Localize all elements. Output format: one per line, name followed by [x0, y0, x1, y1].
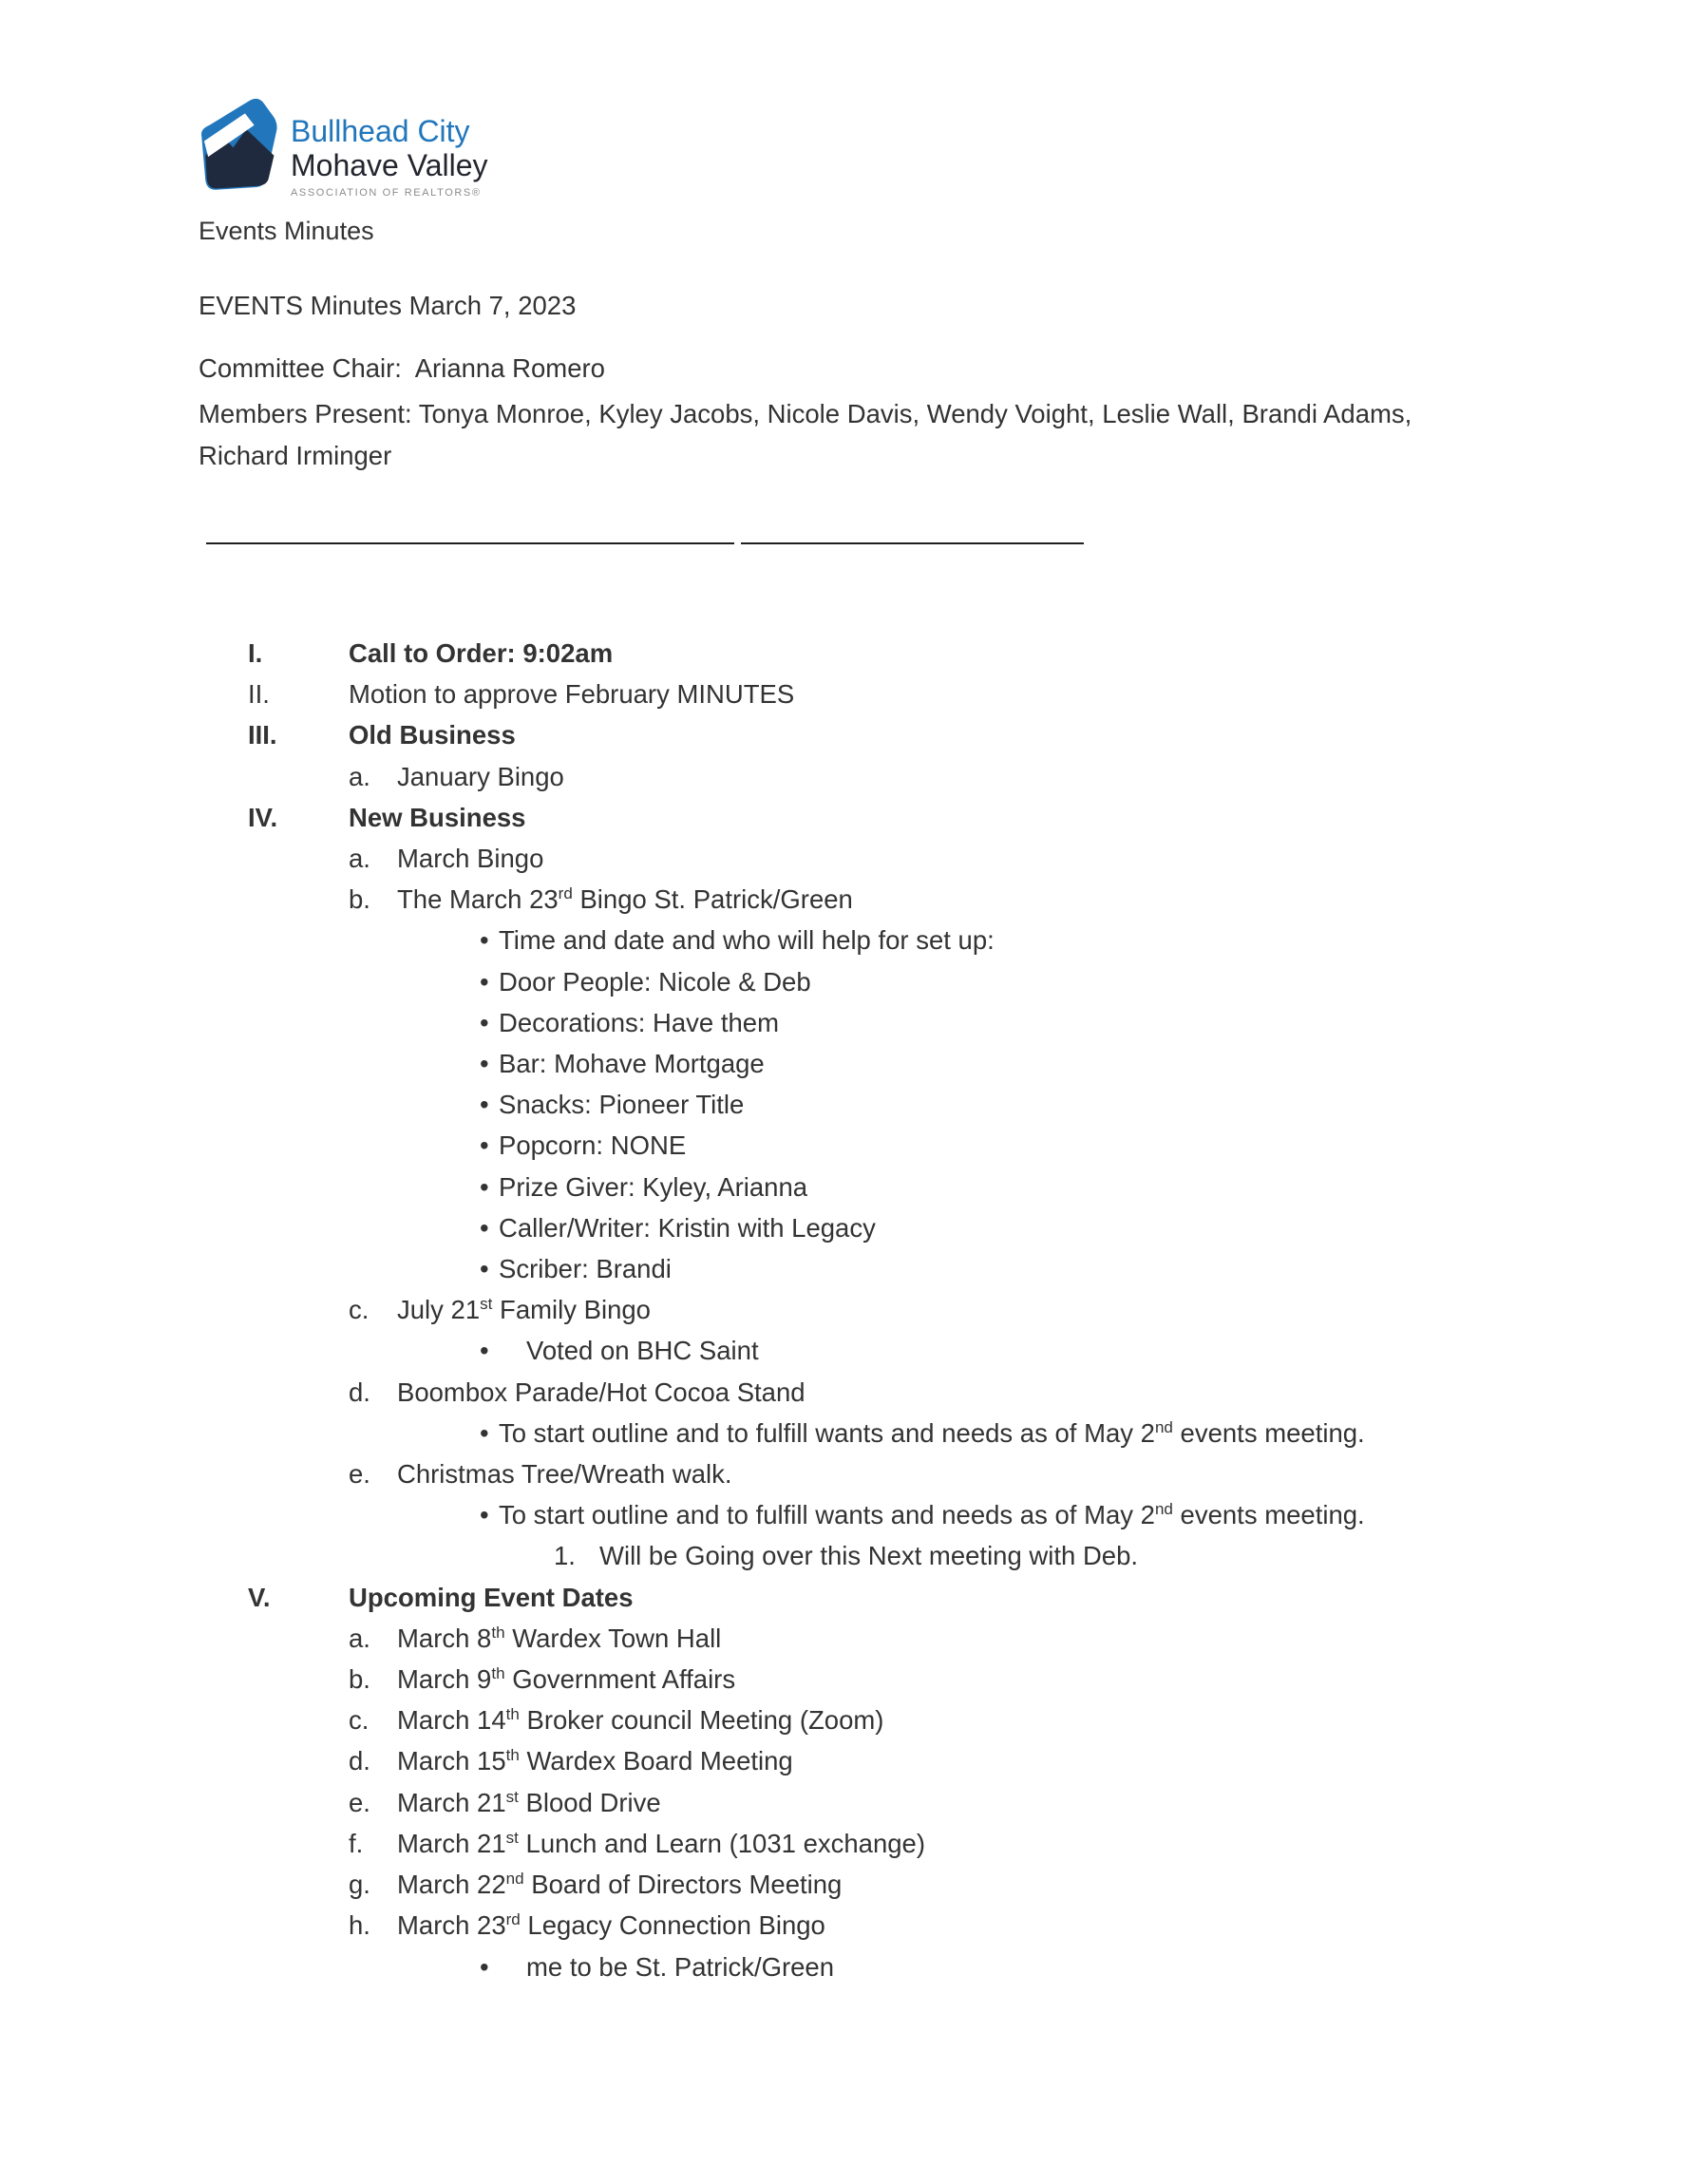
outline-text: To start outline and to fulfill wants and needs as of May 2nd events meeting.: [499, 1417, 1365, 1448]
list-marker: d.: [349, 1746, 370, 1776]
outline-item: [0, 1167, 1687, 1207]
bullet-marker: •: [480, 925, 489, 956]
outline-item: [0, 1659, 1687, 1700]
outline-text: Caller/Writer: Kristin with Legacy: [499, 1212, 876, 1243]
outline-item: [0, 1577, 1687, 1618]
outline-text: March Bingo: [397, 844, 544, 874]
ordinal-superscript: rd: [505, 1910, 521, 1929]
outline-item: [0, 1248, 1687, 1289]
outline-text: Voted on BHC Saint: [526, 1336, 759, 1366]
members-line-2: Richard Irminger: [199, 441, 392, 470]
outline-text: Scriber: Brandi: [499, 1254, 672, 1284]
outline-item: [0, 756, 1687, 797]
outline-text: Boombox Parade/Hot Cocoa Stand: [397, 1377, 806, 1407]
outline-text: me to be St. Patrick/Green: [526, 1951, 835, 1982]
outline-text: Call to Order: 9:02am: [349, 638, 614, 668]
list-marker: a.: [349, 844, 370, 874]
outline-text: March 21st Lunch and Learn (1031 exchange): [397, 1828, 925, 1858]
list-marker: f.: [349, 1828, 364, 1858]
outline-text: Door People: Nicole & Deb: [499, 966, 811, 997]
list-marker: d.: [349, 1377, 370, 1407]
list-marker: b.: [349, 1664, 370, 1695]
outline-text: Motion to approve February MINUTES: [349, 679, 795, 710]
ordinal-superscript: st: [505, 1828, 519, 1847]
logo-tagline: ASSOCIATION OF REALTORS®: [291, 187, 482, 199]
list-marker: b.: [349, 884, 370, 915]
outline-item: [0, 1453, 1687, 1494]
outline-item: [0, 1535, 1687, 1576]
document-title: EVENTS Minutes March 7, 2023: [199, 291, 577, 320]
outline-list: [0, 633, 1687, 1987]
bullet-marker: •: [480, 1254, 489, 1284]
list-marker: 1.: [554, 1541, 576, 1571]
outline-text: Old Business: [349, 720, 516, 750]
list-marker: c.: [349, 1705, 370, 1736]
outline-text: New Business: [349, 802, 526, 832]
outline-text: March 15th Wardex Board Meeting: [397, 1746, 793, 1776]
outline-text: March 9th Government Affairs: [397, 1663, 736, 1695]
outline-text: March 23rd Legacy Connection Bingo: [397, 1910, 825, 1941]
list-marker: c.: [349, 1295, 370, 1325]
outline-item: [0, 1700, 1687, 1740]
horizontal-divider: [206, 542, 1084, 544]
outline-text: Bar: Mohave Mortgage: [499, 1049, 765, 1079]
outline-text: To start outline and to fulfill wants and needs as of May 2nd events meeting.: [499, 1500, 1365, 1530]
outline-item: [0, 1413, 1687, 1453]
outline-text: Decorations: Have them: [499, 1007, 779, 1037]
outline-text: January Bingo: [397, 761, 564, 791]
outline-text: March 14th Broker council Meeting (Zoom): [397, 1705, 884, 1736]
divider-segment: [206, 542, 734, 544]
bullet-marker: •: [480, 1212, 489, 1243]
outline-item: [0, 1823, 1687, 1864]
ordinal-superscript: th: [491, 1663, 505, 1682]
bullet-marker: •: [480, 1500, 489, 1530]
outline-item: [0, 1207, 1687, 1248]
logo-house-mountain-icon: [198, 95, 279, 202]
outline-item: [0, 1740, 1687, 1781]
ordinal-superscript: th: [491, 1623, 505, 1642]
outline-text: Time and date and who will help for set up:: [499, 925, 995, 956]
members-line-1: Members Present: Tonya Monroe, Kyley Jacobs, Nicole Davis, Wendy Voight, Leslie Wall, Brandi Adams,: [199, 399, 1412, 428]
logo-wordmark: [291, 95, 488, 199]
outline-item: [0, 714, 1687, 755]
outline-item: [0, 674, 1687, 714]
list-marker: e.: [349, 1459, 370, 1490]
outline-item: [0, 1905, 1687, 1946]
outline-text: Snacks: Pioneer Title: [499, 1090, 745, 1120]
list-marker: g.: [349, 1870, 370, 1900]
list-marker: IV.: [248, 802, 278, 832]
logo-name-line1: Bullhead City: [291, 114, 470, 148]
outline-item: [0, 1782, 1687, 1823]
outline-item: [0, 920, 1687, 960]
association-logo: [198, 95, 488, 202]
list-marker: II.: [248, 679, 270, 710]
outline-item: [0, 1084, 1687, 1125]
outline-item: [0, 879, 1687, 920]
outline-text: March 21st Blood Drive: [397, 1787, 661, 1817]
outline-text: March 8th Wardex Town Hall: [397, 1623, 722, 1653]
bullet-marker: •: [480, 1417, 489, 1448]
outline-item: [0, 961, 1687, 1002]
ordinal-superscript: rd: [558, 884, 573, 903]
outline-text: Will be Going over this Next meeting with Deb.: [599, 1541, 1139, 1571]
outline-item: [0, 1330, 1687, 1371]
outline-item: [0, 1947, 1687, 1987]
list-marker: I.: [248, 638, 263, 668]
outline-text: The March 23rd Bingo St. Patrick/Green: [397, 884, 853, 915]
list-marker: V.: [248, 1582, 271, 1612]
committee-chair-line: Committee Chair: Arianna Romero: [199, 353, 605, 383]
ordinal-superscript: nd: [505, 1869, 524, 1888]
list-marker: a.: [349, 1623, 370, 1653]
bullet-marker: •: [480, 1171, 489, 1202]
ordinal-superscript: nd: [1154, 1417, 1173, 1436]
list-marker: e.: [349, 1787, 370, 1817]
logo-name-line2: Mohave Valley: [291, 148, 488, 182]
bullet-marker: •: [480, 1090, 489, 1120]
outline-text: Prize Giver: Kyley, Arianna: [499, 1171, 808, 1202]
outline-item: [0, 633, 1687, 674]
ordinal-superscript: th: [505, 1705, 520, 1724]
outline-item: [0, 1618, 1687, 1659]
outline-item: [0, 1043, 1687, 1084]
bullet-marker: •: [480, 966, 489, 997]
outline-item: [0, 1125, 1687, 1166]
outline-text: July 21st Family Bingo: [397, 1295, 651, 1325]
outline-text: Christmas Tree/Wreath walk.: [397, 1459, 732, 1490]
bullet-marker: •: [480, 1130, 489, 1161]
list-marker: h.: [349, 1910, 370, 1941]
outline-text: Upcoming Event Dates: [349, 1582, 634, 1612]
outline-item: [0, 1864, 1687, 1905]
divider-segment: [741, 542, 1084, 544]
ordinal-superscript: th: [505, 1746, 520, 1765]
outline-text: Popcorn: NONE: [499, 1130, 687, 1161]
bullet-marker: •: [480, 1007, 489, 1037]
outline-item: [0, 1002, 1687, 1043]
outline-item: [0, 838, 1687, 879]
ordinal-superscript: st: [505, 1787, 519, 1806]
bullet-marker: •: [480, 1951, 489, 1982]
bullet-marker: •: [480, 1336, 489, 1366]
outline-item: [0, 1494, 1687, 1535]
outline-text: March 22nd Board of Directors Meeting: [397, 1869, 843, 1900]
members-present-paragraph: [199, 393, 1412, 477]
list-marker: III.: [248, 720, 277, 750]
outline-item: [0, 1372, 1687, 1413]
outline-item: [0, 1289, 1687, 1330]
bullet-marker: •: [480, 1049, 489, 1079]
ordinal-superscript: nd: [1154, 1500, 1173, 1519]
logo-caption: Events Minutes: [199, 217, 374, 245]
list-marker: a.: [349, 761, 370, 791]
ordinal-superscript: st: [480, 1295, 493, 1314]
outline-item: [0, 797, 1687, 838]
